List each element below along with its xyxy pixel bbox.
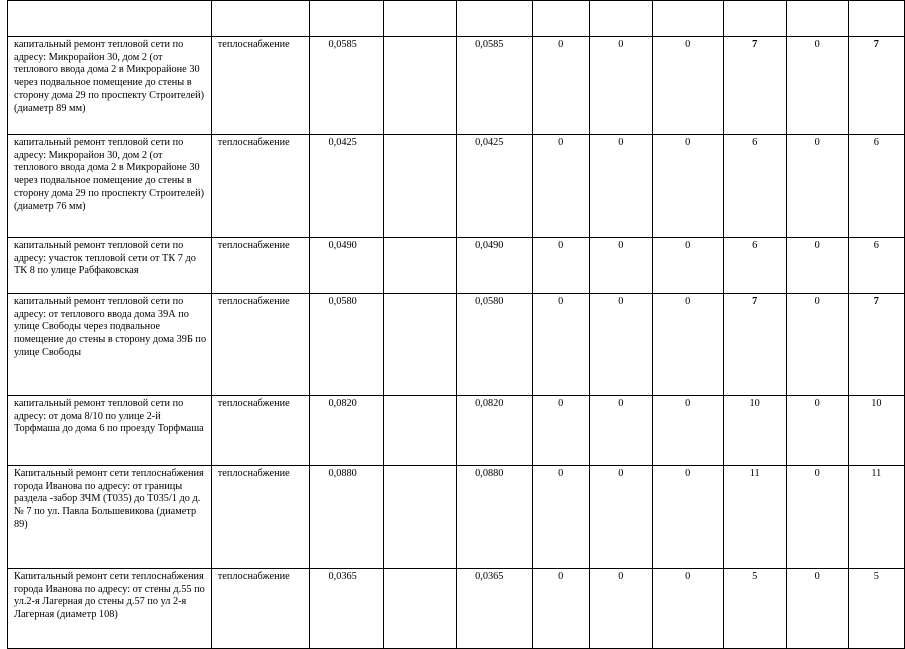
row-count-2: 0 (589, 37, 652, 135)
row-count-6: 10 (848, 396, 904, 466)
row-count-3: 0 (652, 396, 723, 466)
row-count-2: 0 (589, 466, 652, 569)
row-count-3: 0 (652, 466, 723, 569)
row-count-6: 5 (848, 569, 904, 649)
row-count-6: 11 (848, 466, 904, 569)
row-count-2: 0 (589, 396, 652, 466)
capital-repair-table (7, 0, 905, 649)
row-count-5: 0 (786, 466, 848, 569)
row-description: Капитальный ремонт сети теплоснабжения города Иванова по адресу: от стены д.55 по ул.2-я Лагерная до стены д.57 по ул 2-я Лагерная (диаметр 108) (8, 569, 212, 649)
row-count-3: 0 (652, 569, 723, 649)
row-count-5: 0 (786, 569, 848, 649)
row-count-5: 0 (786, 238, 848, 294)
row-count-1: 0 (532, 396, 589, 466)
row-count-2: 0 (589, 569, 652, 649)
row-count-3: 0 (652, 294, 723, 396)
row-count-4: 6 (723, 135, 786, 238)
row-count-2: 0 (589, 294, 652, 396)
table-row (8, 569, 905, 649)
row-count-3: 0 (652, 238, 723, 294)
row-type: теплоснабжение (211, 238, 310, 294)
row-value-2 (384, 466, 457, 569)
row-value-2 (384, 37, 457, 135)
row-value-3: 0,0820 (457, 396, 533, 466)
table-row (8, 37, 905, 135)
table-row (8, 238, 905, 294)
row-count-4: 5 (723, 569, 786, 649)
row-value-3: 0,0880 (457, 466, 533, 569)
row-type: теплоснабжение (211, 396, 310, 466)
row-type: теплоснабжение (211, 466, 310, 569)
row-count-1: 0 (532, 466, 589, 569)
row-description: капитальный ремонт тепловой сети по адресу: Микрорайон 30, дом 2 (от теплового ввода дома 2 в Микрорайоне 30 через подвальное помещение до стены в сторону дома 29 по проспекту Строителей) (диаметр 76 мм) (8, 135, 212, 238)
row-value-3: 0,0580 (457, 294, 533, 396)
row-description: капитальный ремонт тепловой сети по адресу: участок тепловой сети от ТК 7 до ТК 8 по улице Рабфаковская (8, 238, 212, 294)
row-value-3: 0,0425 (457, 135, 533, 238)
row-count-4: 10 (723, 396, 786, 466)
row-value-1: 0,0880 (310, 466, 384, 569)
row-value-2 (384, 238, 457, 294)
row-description: капитальный ремонт тепловой сети по адресу: Микрорайон 30, дом 2 (от теплового ввода дома 2 в Микрорайоне 30 через подвальное помещение до стены в сторону дома 29 по проспекту Строителей) (диаметр 89 мм) (8, 37, 212, 135)
row-value-1: 0,0425 (310, 135, 384, 238)
row-count-5: 0 (786, 396, 848, 466)
row-value-3: 0,0365 (457, 569, 533, 649)
row-value-1: 0,0585 (310, 37, 384, 135)
row-value-2 (384, 569, 457, 649)
table-row (8, 396, 905, 466)
table-row-top-partial (8, 1, 905, 37)
row-count-2: 0 (589, 135, 652, 238)
row-type: теплоснабжение (211, 569, 310, 649)
row-type: теплоснабжение (211, 37, 310, 135)
row-value-2 (384, 396, 457, 466)
row-count-3: 0 (652, 135, 723, 238)
row-count-6: 6 (848, 135, 904, 238)
row-count-1: 0 (532, 569, 589, 649)
row-count-2: 0 (589, 238, 652, 294)
row-count-6: 7 (848, 37, 904, 135)
row-count-1: 0 (532, 37, 589, 135)
row-value-1: 0,0365 (310, 569, 384, 649)
row-value-1: 0,0820 (310, 396, 384, 466)
row-value-2 (384, 135, 457, 238)
row-description: капитальный ремонт тепловой сети по адресу: от дома 8/10 по улице 2-й Торфмаша до дома 6 по проезду Торфмаша (8, 396, 212, 466)
row-count-4: 6 (723, 238, 786, 294)
row-type: теплоснабжение (211, 135, 310, 238)
table-row (8, 294, 905, 396)
row-value-3: 0,0585 (457, 37, 533, 135)
row-count-3: 0 (652, 37, 723, 135)
row-count-4: 7 (723, 294, 786, 396)
row-count-4: 11 (723, 466, 786, 569)
row-count-5: 0 (786, 135, 848, 238)
row-count-1: 0 (532, 238, 589, 294)
row-count-4: 7 (723, 37, 786, 135)
row-value-1: 0,0490 (310, 238, 384, 294)
row-count-1: 0 (532, 135, 589, 238)
row-description: Капитальный ремонт сети теплоснабжения города Иванова по адресу: от границы раздела -забор ЗЧМ (Т035) до Т035/1 до д.№ 7 по ул. Павла Большевикова (диаметр 89) (8, 466, 212, 569)
row-count-6: 7 (848, 294, 904, 396)
row-count-5: 0 (786, 37, 848, 135)
row-value-3: 0,0490 (457, 238, 533, 294)
row-value-1: 0,0580 (310, 294, 384, 396)
row-count-6: 6 (848, 238, 904, 294)
row-type: теплоснабжение (211, 294, 310, 396)
table-row (8, 466, 905, 569)
table-row (8, 135, 905, 238)
row-count-1: 0 (532, 294, 589, 396)
row-value-2 (384, 294, 457, 396)
row-description: капитальный ремонт тепловой сети по адресу: от теплового ввода дома 39А по улице Свободы через подвальное помещение до стены в сторону дома 39Б по улице Свободы (8, 294, 212, 396)
row-count-5: 0 (786, 294, 848, 396)
